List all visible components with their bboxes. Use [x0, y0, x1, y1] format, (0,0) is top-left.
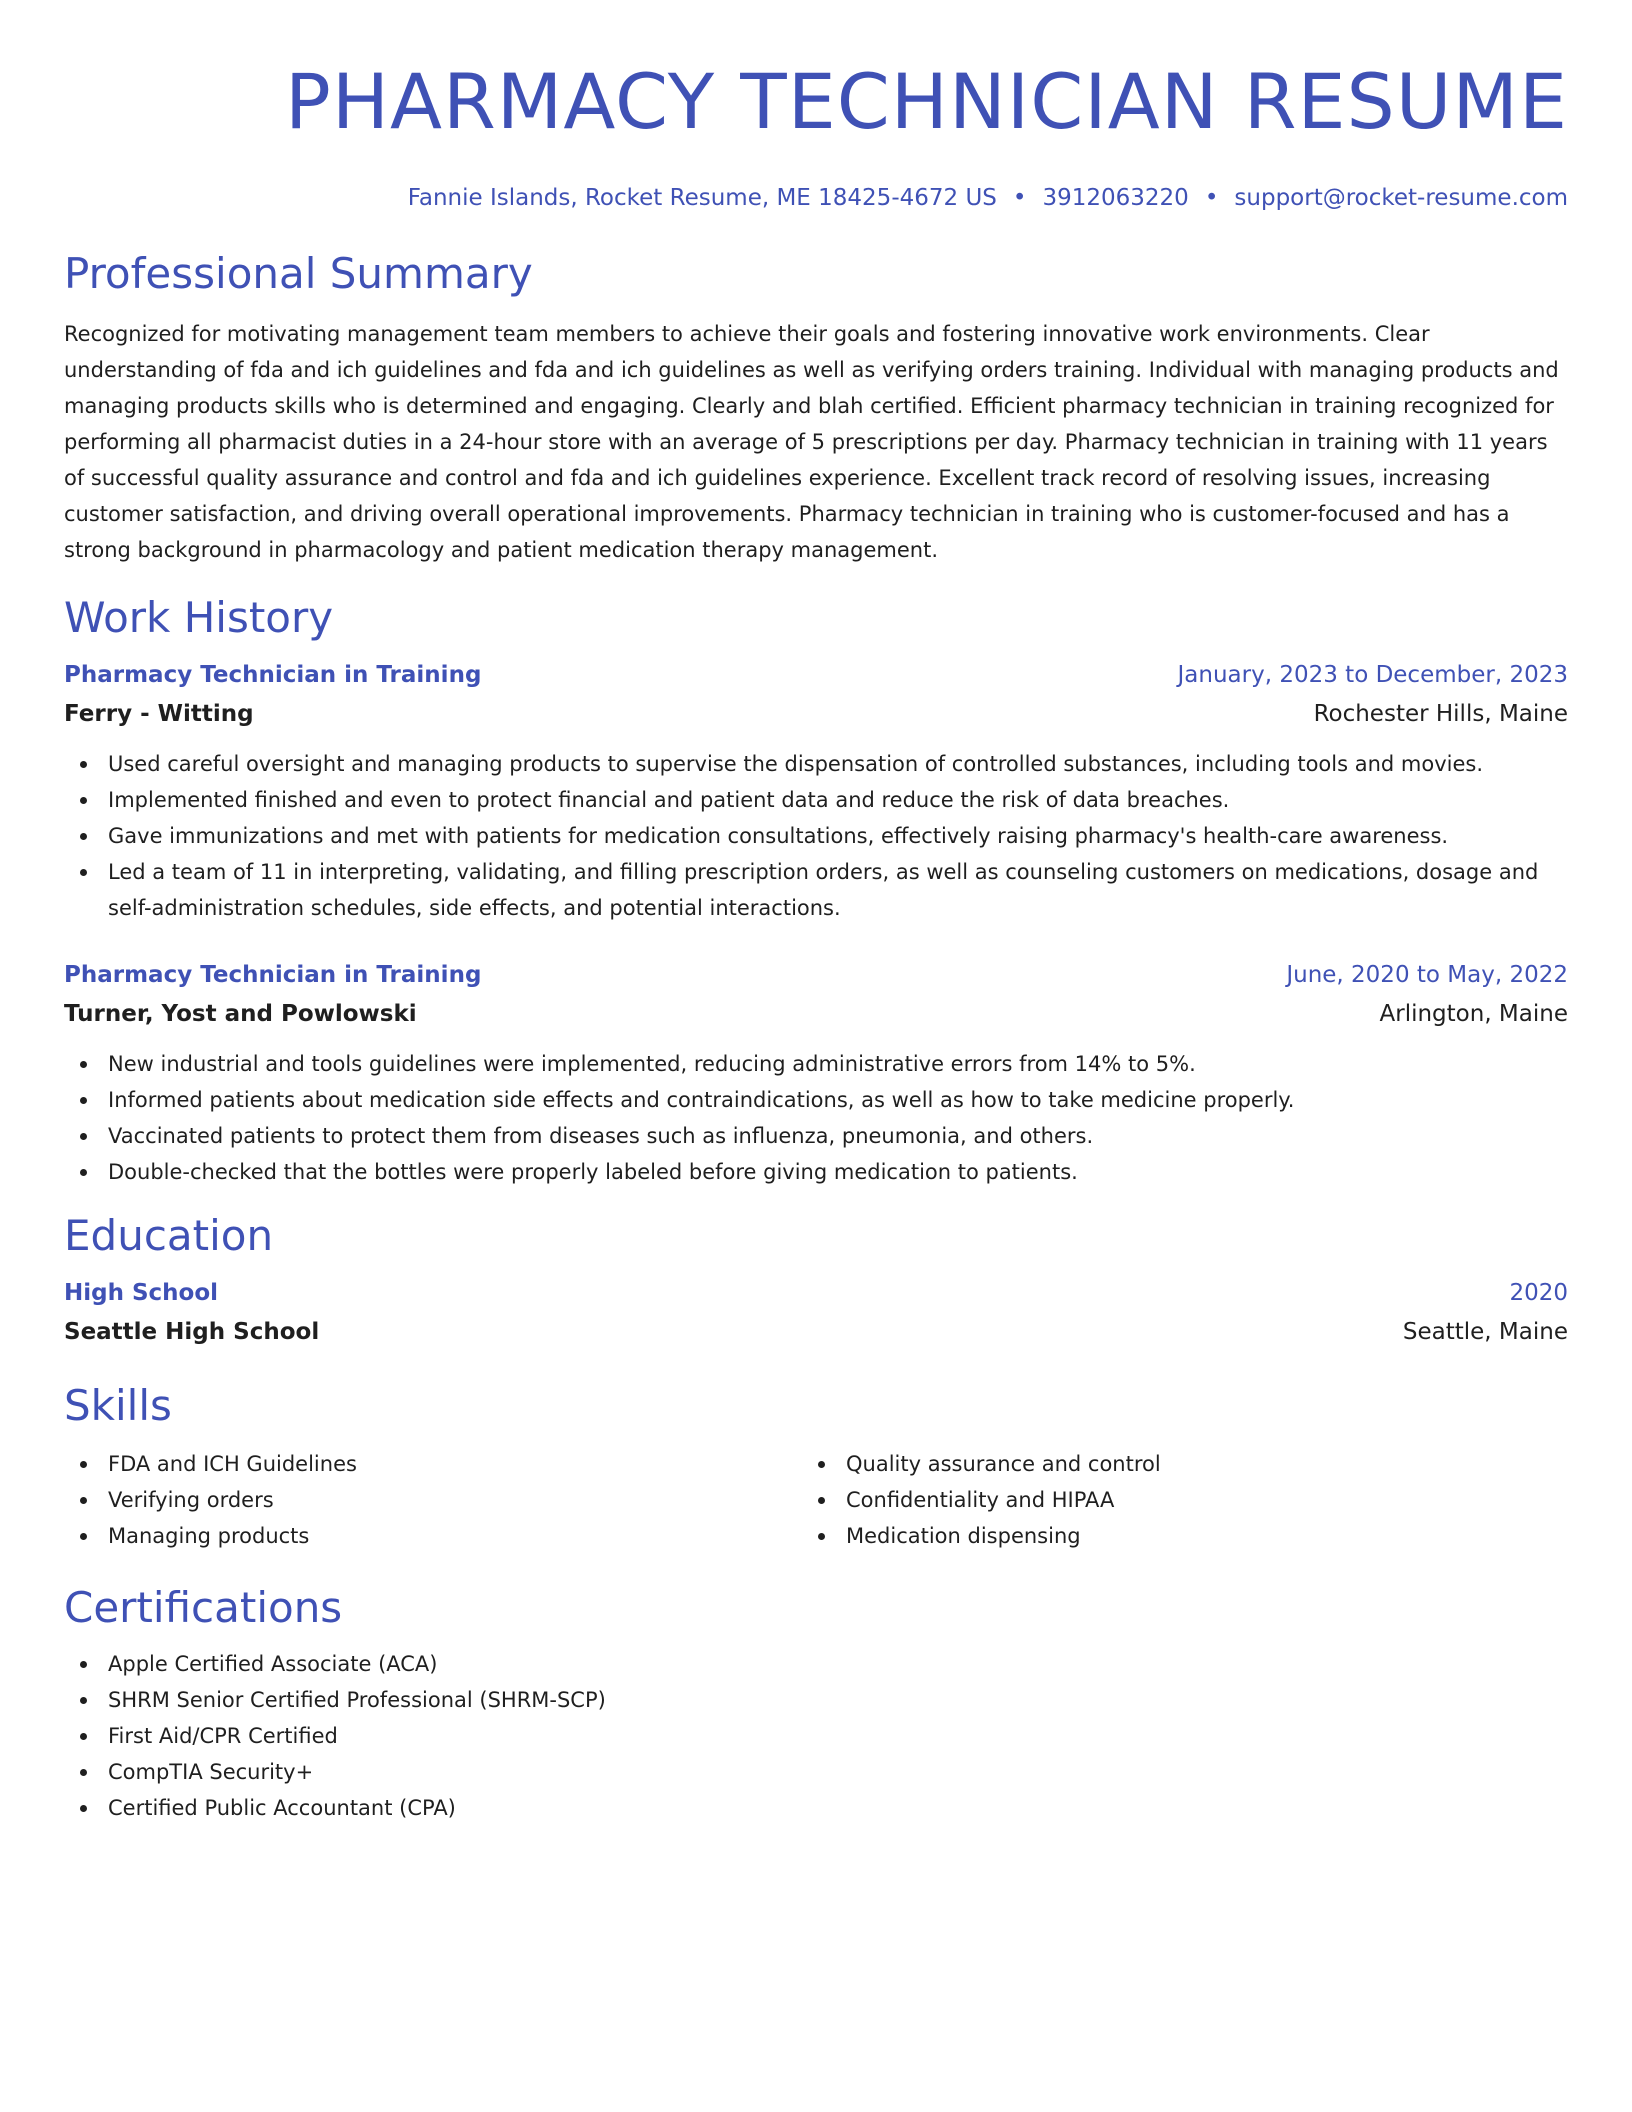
job-title: Pharmacy Technician in Training	[64, 662, 482, 688]
skills-heading: Skills	[64, 1381, 172, 1430]
certification-item: Certified Public Accountant (CPA)	[64, 1790, 1568, 1826]
certification-item: CompTIA Security+	[64, 1754, 1568, 1790]
skills-grid	[64, 1446, 1568, 1554]
job-entry	[64, 656, 1568, 926]
certifications-heading: Certifications	[64, 1583, 343, 1632]
summary-text: Recognized for motivating management team members to achieve their goals and fostering innovative work environments. Clear understanding of fda and ich guidelines and fda and ich guidelines as well as verifying orders training. Individual with managing products and managing products skills who is determined and engaging. Clearly and blah certified. Efficient pharmacy technician in training recognized for performing all pharmacist duties in a 24-hour store with an average of 5 prescriptions per day. Pharmacy technician in training with 11 years of successful quality assurance and control and fda and ich guidelines experience. Excellent track record of resolving issues, increasing customer satisfaction, and driving overall operational improvements. Pharmacy technician in training who is customer-focused and has a strong background in pharmacology and patient medication therapy management.	[64, 322, 1559, 562]
skill-item: Verifying orders	[64, 1482, 802, 1518]
skills-column-left	[64, 1446, 802, 1554]
contact-line	[64, 182, 1568, 214]
contact-phone: 3912063220	[1042, 185, 1189, 211]
certification-item: First Aid/CPR Certified	[64, 1718, 1568, 1754]
certification-item: SHRM Senior Certified Professional (SHRM-SCP)	[64, 1682, 1568, 1718]
skills-column-right	[802, 1446, 1540, 1554]
summary-heading: Professional Summary	[64, 249, 533, 298]
contact-separator: •	[1204, 185, 1219, 211]
resume-title: PHARMACY TECHNICIAN RESUME	[284, 57, 1568, 146]
work-history-heading: Work History	[64, 593, 334, 642]
job-employer-row	[64, 694, 1568, 734]
job-dates: June, 2020 to May, 2022	[1286, 962, 1568, 988]
education-school: Seattle High School	[64, 1319, 320, 1345]
skill-item: Managing products	[64, 1518, 802, 1554]
job-header-row	[64, 656, 1568, 694]
job-bullet: Gave immunizations and met with patients for medication consultations, effectively raising pharmacy's health-care awareness.	[64, 818, 1568, 854]
education-school-row	[64, 1312, 1568, 1352]
job-employer: Turner, Yost and Powlowski	[64, 1001, 417, 1027]
job-bullet: Used careful oversight and managing products to supervise the dispensation of controlled substances, including tools and movies.	[64, 746, 1568, 782]
job-employer: Ferry - Witting	[64, 701, 254, 727]
job-title: Pharmacy Technician in Training	[64, 962, 482, 988]
job-bullets	[64, 1046, 1568, 1190]
education-year: 2020	[1509, 1280, 1568, 1306]
job-header-row	[64, 956, 1568, 994]
education-entry	[64, 1274, 1568, 1352]
job-location: Rochester Hills, Maine	[1313, 701, 1568, 727]
contact-email: support@rocket-resume.com	[1234, 185, 1568, 211]
skill-item: Quality assurance and control	[802, 1446, 1540, 1482]
job-bullet: Informed patients about medication side effects and contraindications, as well as how to take medicine properly.	[64, 1082, 1568, 1118]
job-bullet: Led a team of 11 in interpreting, validating, and filling prescription orders, as well as counseling customers on medications, dosage and self-administration schedules, side effects, and potential interactions.	[64, 854, 1568, 926]
education-degree: High School	[64, 1280, 219, 1306]
skill-item: Medication dispensing	[802, 1518, 1540, 1554]
job-bullet: Implemented finished and even to protect financial and patient data and reduce the risk of data breaches.	[64, 782, 1568, 818]
education-location: Seattle, Maine	[1402, 1319, 1568, 1345]
job-location: Arlington, Maine	[1379, 1001, 1568, 1027]
job-bullet: Double-checked that the bottles were properly labeled before giving medication to patients.	[64, 1154, 1568, 1190]
education-header-row	[64, 1274, 1568, 1312]
job-dates: January, 2023 to December, 2023	[1177, 662, 1568, 688]
resume-header	[64, 52, 1568, 214]
skill-item: Confidentiality and HIPAA	[802, 1482, 1540, 1518]
job-employer-row	[64, 994, 1568, 1034]
certification-item: Apple Certified Associate (ACA)	[64, 1646, 1568, 1682]
job-bullet: Vaccinated patients to protect them from diseases such as influenza, pneumonia, and others.	[64, 1118, 1568, 1154]
job-bullets	[64, 746, 1568, 926]
contact-address: Fannie Islands, Rocket Resume, ME 18425-4672 US	[407, 185, 997, 211]
education-heading: Education	[64, 1211, 274, 1260]
job-bullet: New industrial and tools guidelines were implemented, reducing administrative errors from 14% to 5%.	[64, 1046, 1568, 1082]
contact-separator: •	[1012, 185, 1027, 211]
job-entry	[64, 956, 1568, 1190]
skill-item: FDA and ICH Guidelines	[64, 1446, 802, 1482]
certifications-list	[64, 1646, 1568, 1826]
